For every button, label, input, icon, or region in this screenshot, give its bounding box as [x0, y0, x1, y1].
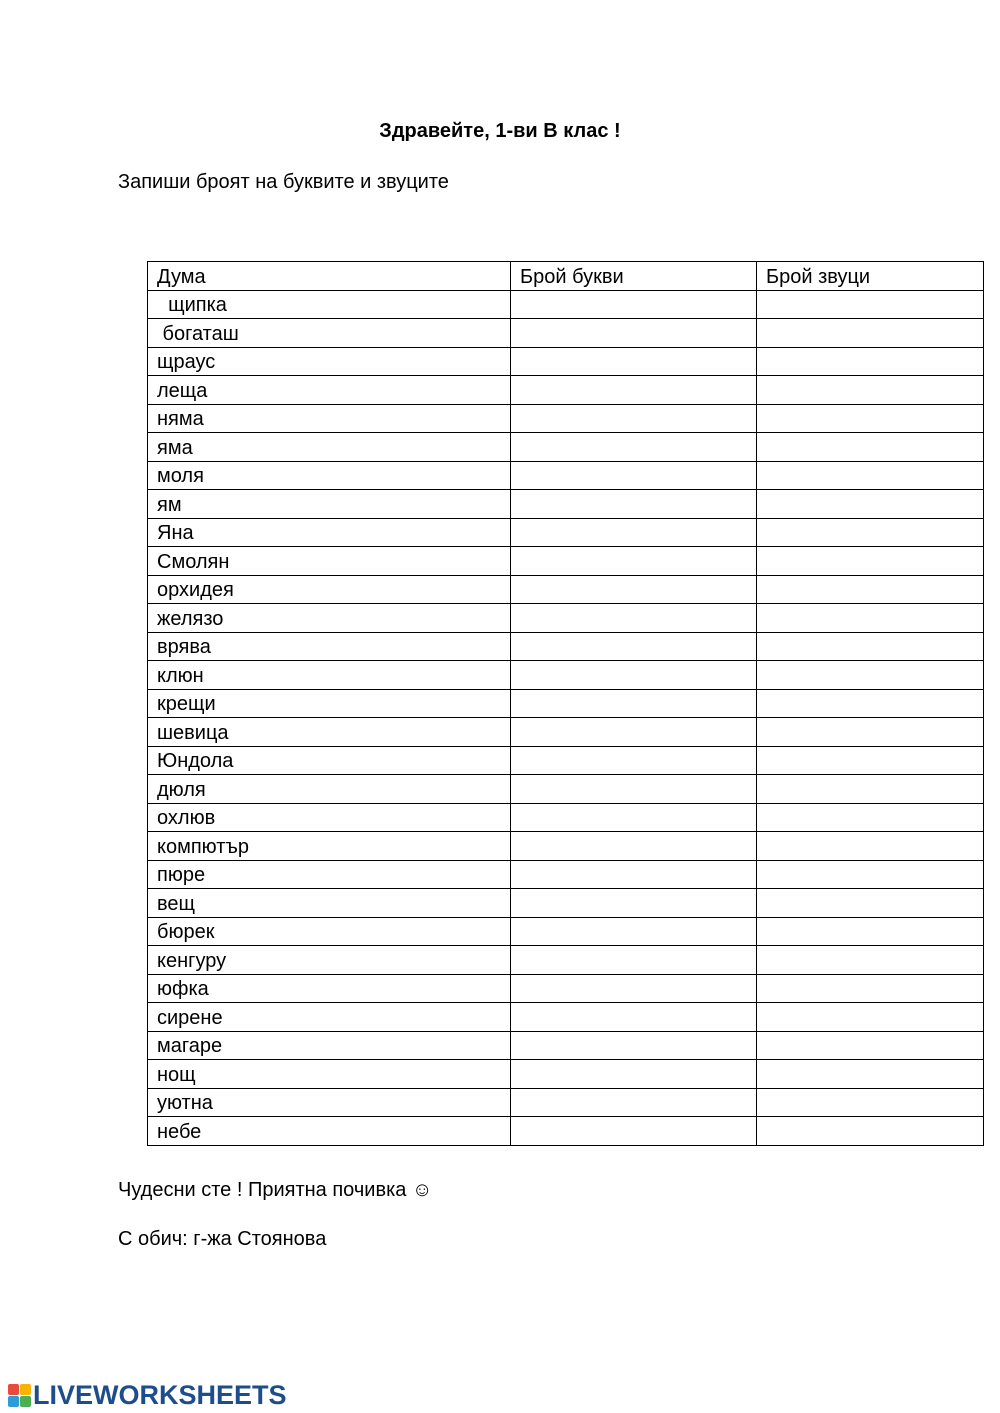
sound-count-input[interactable] — [757, 461, 984, 490]
letter-count-input[interactable] — [511, 718, 757, 747]
sound-count-input[interactable] — [757, 1003, 984, 1032]
table-row — [148, 860, 984, 889]
sound-count-input[interactable] — [757, 689, 984, 718]
table-row — [148, 461, 984, 490]
words-table — [147, 261, 984, 1146]
letter-count-input[interactable] — [511, 889, 757, 918]
sound-count-input[interactable] — [757, 1117, 984, 1146]
table-row — [148, 1003, 984, 1032]
word-cell: Смолян — [148, 547, 511, 576]
table-header-row — [148, 262, 984, 291]
letter-count-input[interactable] — [511, 575, 757, 604]
table-row — [148, 917, 984, 946]
table-row — [148, 433, 984, 462]
word-cell: небе — [148, 1117, 511, 1146]
logo-text: LIVEWORKSHEETS — [33, 1379, 287, 1410]
sound-count-input[interactable] — [757, 547, 984, 576]
sound-count-input[interactable] — [757, 347, 984, 376]
word-cell: шевица — [148, 718, 511, 747]
sound-count-input[interactable] — [757, 1031, 984, 1060]
letter-count-input[interactable] — [511, 1003, 757, 1032]
letter-count-input[interactable] — [511, 347, 757, 376]
letter-count-input[interactable] — [511, 661, 757, 690]
word-cell: богаташ — [148, 319, 511, 348]
word-cell: охлюв — [148, 803, 511, 832]
letter-count-input[interactable] — [511, 746, 757, 775]
worksheet-instruction: Запиши броят на буквите и звуците — [118, 171, 449, 193]
word-cell: пюре — [148, 860, 511, 889]
word-cell: крещи — [148, 689, 511, 718]
worksheet-title: Здравейте, 1-ви В клас ! — [379, 120, 621, 142]
letter-count-input[interactable] — [511, 917, 757, 946]
letter-count-input[interactable] — [511, 376, 757, 405]
sound-count-input[interactable] — [757, 860, 984, 889]
letter-count-input[interactable] — [511, 860, 757, 889]
letter-count-input[interactable] — [511, 518, 757, 547]
table-row — [148, 290, 984, 319]
word-cell: няма — [148, 404, 511, 433]
word-cell: вещ — [148, 889, 511, 918]
table-row — [148, 1031, 984, 1060]
letter-count-input[interactable] — [511, 974, 757, 1003]
table-row — [148, 404, 984, 433]
sound-count-input[interactable] — [757, 661, 984, 690]
table-row — [148, 1117, 984, 1146]
sound-count-input[interactable] — [757, 1088, 984, 1117]
table-row — [148, 718, 984, 747]
word-cell: щраус — [148, 347, 511, 376]
word-cell: моля — [148, 461, 511, 490]
sound-count-input[interactable] — [757, 433, 984, 462]
word-cell: сирене — [148, 1003, 511, 1032]
word-cell: врява — [148, 632, 511, 661]
letter-count-input[interactable] — [511, 490, 757, 519]
sound-count-input[interactable] — [757, 319, 984, 348]
letter-count-input[interactable] — [511, 1060, 757, 1089]
table-row — [148, 376, 984, 405]
table-row — [148, 689, 984, 718]
sound-count-input[interactable] — [757, 746, 984, 775]
word-cell: яма — [148, 433, 511, 462]
letter-count-input[interactable] — [511, 832, 757, 861]
sound-count-input[interactable] — [757, 803, 984, 832]
header-letter-count: Брой букви — [511, 262, 757, 291]
letter-count-input[interactable] — [511, 632, 757, 661]
letter-count-input[interactable] — [511, 689, 757, 718]
letter-count-input[interactable] — [511, 775, 757, 804]
liveworksheets-logo — [8, 1380, 287, 1410]
logo-block-icon — [20, 1396, 31, 1407]
sound-count-input[interactable] — [757, 575, 984, 604]
logo-block-icon — [8, 1396, 19, 1407]
sound-count-input[interactable] — [757, 946, 984, 975]
teacher-signature: С обич: г-жа Стоянова — [118, 1228, 327, 1250]
sound-count-input[interactable] — [757, 518, 984, 547]
word-cell: клюн — [148, 661, 511, 690]
word-cell: нощ — [148, 1060, 511, 1089]
word-cell: желязо — [148, 604, 511, 633]
word-cell: Яна — [148, 518, 511, 547]
letter-count-input[interactable] — [511, 946, 757, 975]
logo-block-icon — [8, 1384, 19, 1395]
table-row — [148, 974, 984, 1003]
table-row — [148, 1060, 984, 1089]
letter-count-input[interactable] — [511, 1117, 757, 1146]
table-row — [148, 490, 984, 519]
word-cell: ям — [148, 490, 511, 519]
logo-blocks-icon — [8, 1384, 31, 1407]
sound-count-input[interactable] — [757, 604, 984, 633]
sound-count-input[interactable] — [757, 974, 984, 1003]
table-row — [148, 319, 984, 348]
table-row — [148, 832, 984, 861]
sound-count-input[interactable] — [757, 832, 984, 861]
letter-count-input[interactable] — [511, 433, 757, 462]
sound-count-input[interactable] — [757, 632, 984, 661]
sound-count-input[interactable] — [757, 290, 984, 319]
table-row — [148, 575, 984, 604]
word-cell: дюля — [148, 775, 511, 804]
sound-count-input[interactable] — [757, 376, 984, 405]
table-row — [148, 946, 984, 975]
table-row — [148, 632, 984, 661]
table-row — [148, 889, 984, 918]
table-row — [148, 775, 984, 804]
word-cell: орхидея — [148, 575, 511, 604]
word-cell: уютна — [148, 1088, 511, 1117]
letter-count-input[interactable] — [511, 319, 757, 348]
sound-count-input[interactable] — [757, 889, 984, 918]
table-row — [148, 604, 984, 633]
word-cell: бюрек — [148, 917, 511, 946]
letter-count-input[interactable] — [511, 1031, 757, 1060]
letter-count-input[interactable] — [511, 404, 757, 433]
sound-count-input[interactable] — [757, 490, 984, 519]
sound-count-input[interactable] — [757, 404, 984, 433]
table-row — [148, 547, 984, 576]
sound-count-input[interactable] — [757, 1060, 984, 1089]
sound-count-input[interactable] — [757, 775, 984, 804]
table-row — [148, 803, 984, 832]
word-cell: компютър — [148, 832, 511, 861]
word-cell: юфка — [148, 974, 511, 1003]
table-row — [148, 661, 984, 690]
letter-count-input[interactable] — [511, 604, 757, 633]
letter-count-input[interactable] — [511, 803, 757, 832]
word-cell: кенгуру — [148, 946, 511, 975]
letter-count-input[interactable] — [511, 1088, 757, 1117]
sound-count-input[interactable] — [757, 917, 984, 946]
letter-count-input[interactable] — [511, 547, 757, 576]
logo-block-icon — [20, 1384, 31, 1395]
table-row — [148, 347, 984, 376]
table-row — [148, 518, 984, 547]
letter-count-input[interactable] — [511, 290, 757, 319]
header-sound-count: Брой звуци — [757, 262, 984, 291]
letter-count-input[interactable] — [511, 461, 757, 490]
header-word: Дума — [148, 262, 511, 291]
word-cell: Юндола — [148, 746, 511, 775]
word-cell: леща — [148, 376, 511, 405]
table-row — [148, 746, 984, 775]
word-cell: щипка — [148, 290, 511, 319]
sound-count-input[interactable] — [757, 718, 984, 747]
closing-message: Чудесни сте ! Приятна почивка ☺ — [118, 1179, 433, 1201]
word-cell: магаре — [148, 1031, 511, 1060]
table-row — [148, 1088, 984, 1117]
